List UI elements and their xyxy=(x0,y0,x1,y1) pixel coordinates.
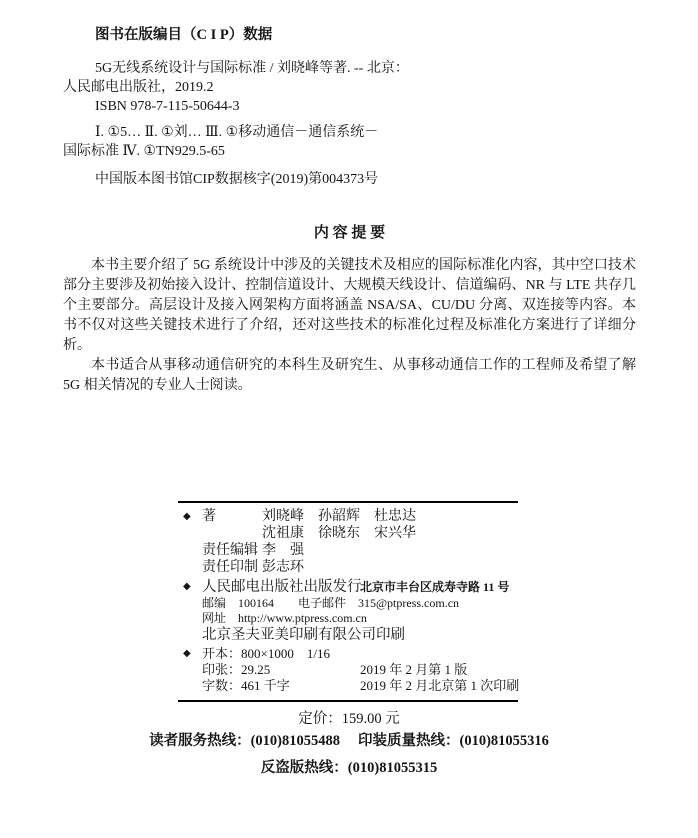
author-names-line2: 沈祖康 徐晓东 宋兴华 xyxy=(262,526,416,541)
colophon-row-sheets-edition xyxy=(178,662,518,678)
price-line xyxy=(0,707,698,728)
author-role-label: 著 xyxy=(202,509,216,524)
author-names-line1: 刘晓峰 孙韶辉 杜忠达 xyxy=(262,509,416,524)
postcode-email-line: 邮编 100164 电子邮件 315@ptpress.com.cn xyxy=(202,596,460,610)
colophon-row-postcode-email xyxy=(178,596,518,611)
print-quality-hotline-label: 印装质量热线： xyxy=(358,733,460,749)
colophon-row-format xyxy=(178,646,518,662)
diamond-bullet-icon: ◆ xyxy=(183,648,191,659)
editor-name: 李 强 xyxy=(262,543,304,558)
price-label: 定价： xyxy=(298,711,342,727)
colophon-row-editor xyxy=(178,542,518,559)
hotlines-section xyxy=(0,729,698,777)
cip-registration-number: 中国版本图书馆CIP数据核字(2019)第004373号 xyxy=(95,172,379,187)
hotline-row-1 xyxy=(0,729,698,750)
abstract-paragraph-2: 本书适合从事移动通信研究的本科生及研究生、从事移动通信工作的工程师及希望了解 5G 相关情况的专业人士阅读。 xyxy=(63,358,636,393)
colophon-row-website xyxy=(178,611,518,626)
reader-service-hotline-label: 读者服务热线： xyxy=(149,733,251,749)
cip-line-publisher: 人民邮电出版社，2019.2 xyxy=(63,80,214,95)
price-value: 159.00 元 xyxy=(341,711,400,727)
anti-piracy-hotline-label: 反盗版热线： xyxy=(260,760,348,776)
colophon-row-printer-company xyxy=(178,626,518,644)
wordcount-line: 字数：461 千字 xyxy=(202,678,290,693)
publisher-address: 北京市丰台区成寿寺路 11 号 xyxy=(360,580,510,594)
format-line: 开本：800×1000 1/16 xyxy=(202,646,330,661)
diamond-bullet-icon: ◆ xyxy=(183,581,191,592)
colophon-row-print-supervisor xyxy=(178,559,518,576)
anti-piracy-hotline-number: (010)81055315 xyxy=(347,760,438,776)
print-supervisor-role-label: 责任印制 xyxy=(202,560,258,575)
colophon-row-publisher xyxy=(178,578,518,596)
abstract-title: 内 容 提 要 xyxy=(313,225,386,241)
colophon-row-authors-1 xyxy=(178,508,518,525)
abstract-section xyxy=(63,221,636,396)
edition-line: 2019 年 2 月第 1 版 xyxy=(360,662,468,677)
publisher-name: 人民邮电出版社出版发行 xyxy=(202,579,362,595)
website-line: 网址 http://www.ptpress.com.cn xyxy=(202,611,367,625)
cip-line-classification-1: Ⅰ. ①5… Ⅱ. ①刘… Ⅲ. ①移动通信－通信系统－ xyxy=(95,125,379,140)
reader-service-hotline-number: (010)81055488 xyxy=(250,733,340,749)
printer-company-name: 北京圣夫亚美印刷有限公司印刷 xyxy=(202,627,405,643)
print-quality-hotline-number: (010)81055316 xyxy=(459,733,549,749)
sheets-line: 印张：29.25 xyxy=(202,662,271,677)
cip-section xyxy=(63,26,533,189)
colophon-row-authors-2 xyxy=(178,525,518,542)
colophon-row-wordcount-printing xyxy=(178,678,518,694)
cip-line-book-title: 5G无线系统设计与国际标准 / 刘晓峰等著. -- 北京： xyxy=(95,61,409,76)
abstract-paragraph-1: 本书主要介绍了 5G 系统设计中涉及的关键技术及相应的国际标准化内容，其中空口技术部分主要涉及初始接入设计、控制信道设计、大规模天线设计、信道编码、NR 与 LTE 共存几个主要部分。高层设计及接入网架构方面将涵盖 NSA/SA、CU/DU 分离、双连接等内容。本书不仅对这些关键技术进行了介绍，还对这些技术的标准化过程及标准化方案进行了详细分析。 xyxy=(63,258,636,353)
printing-line: 2019 年 2 月北京第 1 次印刷 xyxy=(360,678,520,693)
print-supervisor-name: 彭志环 xyxy=(262,560,304,575)
editor-role-label: 责任编辑 xyxy=(202,543,258,558)
colophon-section xyxy=(178,501,518,702)
cip-title: 图书在版编目（C I P）数据 xyxy=(95,27,273,43)
hotline-row-2 xyxy=(0,756,698,777)
cip-line-classification-2: 国际标准 Ⅳ. ①TN929.5-65 xyxy=(63,144,225,159)
diamond-bullet-icon: ◆ xyxy=(183,511,191,522)
cip-line-isbn: ISBN 978-7-115-50644-3 xyxy=(95,99,240,114)
